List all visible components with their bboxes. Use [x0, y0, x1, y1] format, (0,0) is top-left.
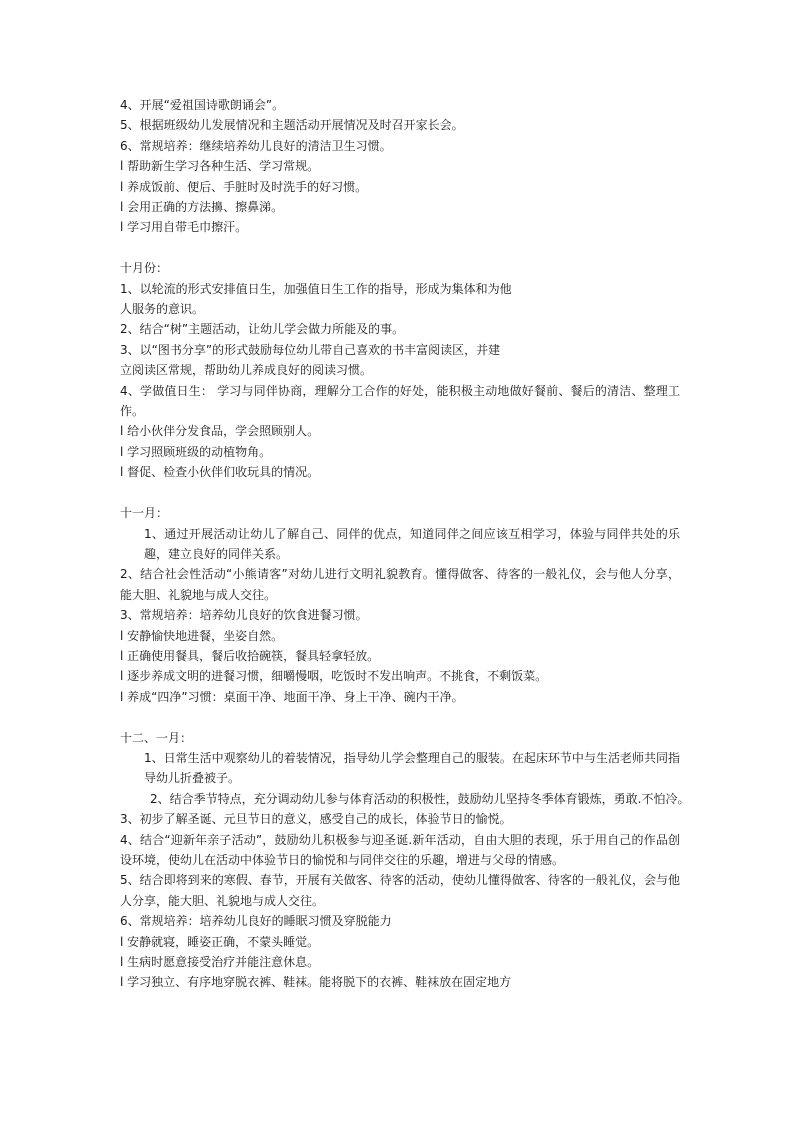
- bullet-item: l 会用正确的方法擤、擦鼻涕。: [120, 200, 284, 215]
- section: [120, 258, 680, 482]
- text-line: 4、结合“迎新年亲子活动”，鼓励幼儿积极参与迎圣诞.新年活动，自由大胆的表现，乐于用自己的作品创设环境，使幼儿在活动中体验节日的愉悦和与同伴交往的乐趣，增进与父母的情感。: [120, 832, 680, 867]
- text-line: 人服务的意识。: [120, 302, 205, 317]
- bullet-item: l 学习照顾班级的动植物角。: [120, 444, 272, 459]
- section-heading: 十月份：: [120, 261, 169, 276]
- bullet-item: l 逐步养成文明的进餐习惯，细嚼慢咽，吃饭时不发出响声。不挑食，不剩饭菜。: [120, 669, 548, 684]
- bullet-item: l 养成“四净”习惯：桌面干净、地面干净、身上干净、碗内干净。: [120, 689, 464, 704]
- text-line: 立阅读区常规，帮助幼儿养成良好的阅读习惯。: [120, 363, 373, 378]
- bullet-item: l 学习独立、有序地穿脱衣裤、鞋袜。能将脱下的衣裤、鞋袜放在固定地方: [120, 975, 512, 990]
- bullet-item: l 给小伙伴分发食品，学会照顾别人。: [120, 424, 320, 439]
- section: [120, 728, 690, 993]
- text-line: 4、开展“爱祖国诗歌朗诵会”。: [120, 98, 285, 112]
- bullet-item: l 养成饭前、便后、手脏时及时洗手的好习惯。: [120, 179, 368, 194]
- text-line: 5、根据班级幼儿发展情况和主题活动开展情况及时召开家长会。: [120, 118, 464, 133]
- section-heading: 十二、一月：: [120, 730, 193, 745]
- text-line: 6、常规培养：继续培养幼儿良好的清洁卫生习惯。: [120, 138, 392, 153]
- section-heading: 十一月：: [120, 506, 169, 521]
- text-line: 6、常规培养：培养幼儿良好的睡眠习惯及穿脱能力: [120, 914, 392, 929]
- text-line: 3、以“图书分享”的形式鼓励每位幼儿带自己喜欢的书丰富阅读区，并建: [120, 342, 501, 357]
- bullet-item: l 生病时愿意接受治疗并能注意休息。: [120, 955, 320, 970]
- text-line: 2、结合社会性活动“小熊请客”对幼儿进行文明礼貌教育。懂得做客、待客的一般礼仪，会与他人分享，能大胆、礼貌地与成人交往。: [120, 567, 680, 602]
- bullet-item: l 帮助新生学习各种生活、学习常规。: [120, 159, 320, 174]
- bullet-item: l 正确使用餐具，餐后收拾碗筷，餐具轻拿轻放。: [120, 648, 380, 663]
- section: [120, 503, 680, 707]
- text-line: 1、以轮流的形式安排值日生，加强值日生工作的指导，形成为集体和为他: [120, 281, 512, 296]
- bullet-item: l 督促、检查小伙伴们收玩具的情况。: [120, 465, 320, 480]
- text-line: 4、学做值日生： 学习与同伴协商，理解分工合作的好处，能积极主动地做好餐前、餐后的清洁、整理工作。: [120, 383, 680, 419]
- text-line: 1、通过开展活动让幼儿了解自己、同伴的优点，知道同伴之间应该互相学习，体验与同伴共处的乐趣，建立良好的同伴关系。: [144, 526, 680, 561]
- text-line: 2、结合季节特点，充分调动幼儿参与体育活动的积极性，鼓励幼儿坚持冬季体育锻炼，勇敢.不怕冷。: [150, 791, 690, 806]
- text-line: 1、日常生活中观察幼儿的着装情况，指导幼儿学会整理自己的服装。在起床环节中与生活老师共同指导幼儿折叠被子。: [144, 750, 680, 786]
- document-page: [120, 95, 690, 1013]
- text-line: 3、常规培养：培养幼儿良好的饮食进餐习惯。: [120, 608, 368, 623]
- text-line: 3、初步了解圣诞、元旦节日的意义，感受自己的成长，体验节日的愉悦。: [120, 812, 512, 827]
- bullet-item: l 安静愉快地进餐，坐姿自然。: [120, 628, 284, 643]
- section: [120, 95, 680, 238]
- text-line: 5、结合即将到来的寒假、春节，开展有关做客、待客的活动，使幼儿懂得做客、待客的一般礼仪，会与他人分享，能大胆、礼貌地与成人交往。: [120, 873, 680, 908]
- text-line: 2、结合“树”主题活动，让幼儿学会做力所能及的事。: [120, 322, 405, 337]
- bullet-item: l 学习用自带毛巾擦汗。: [120, 220, 248, 235]
- bullet-item: l 安静就寝，睡姿正确，不蒙头睡觉。: [120, 934, 320, 949]
